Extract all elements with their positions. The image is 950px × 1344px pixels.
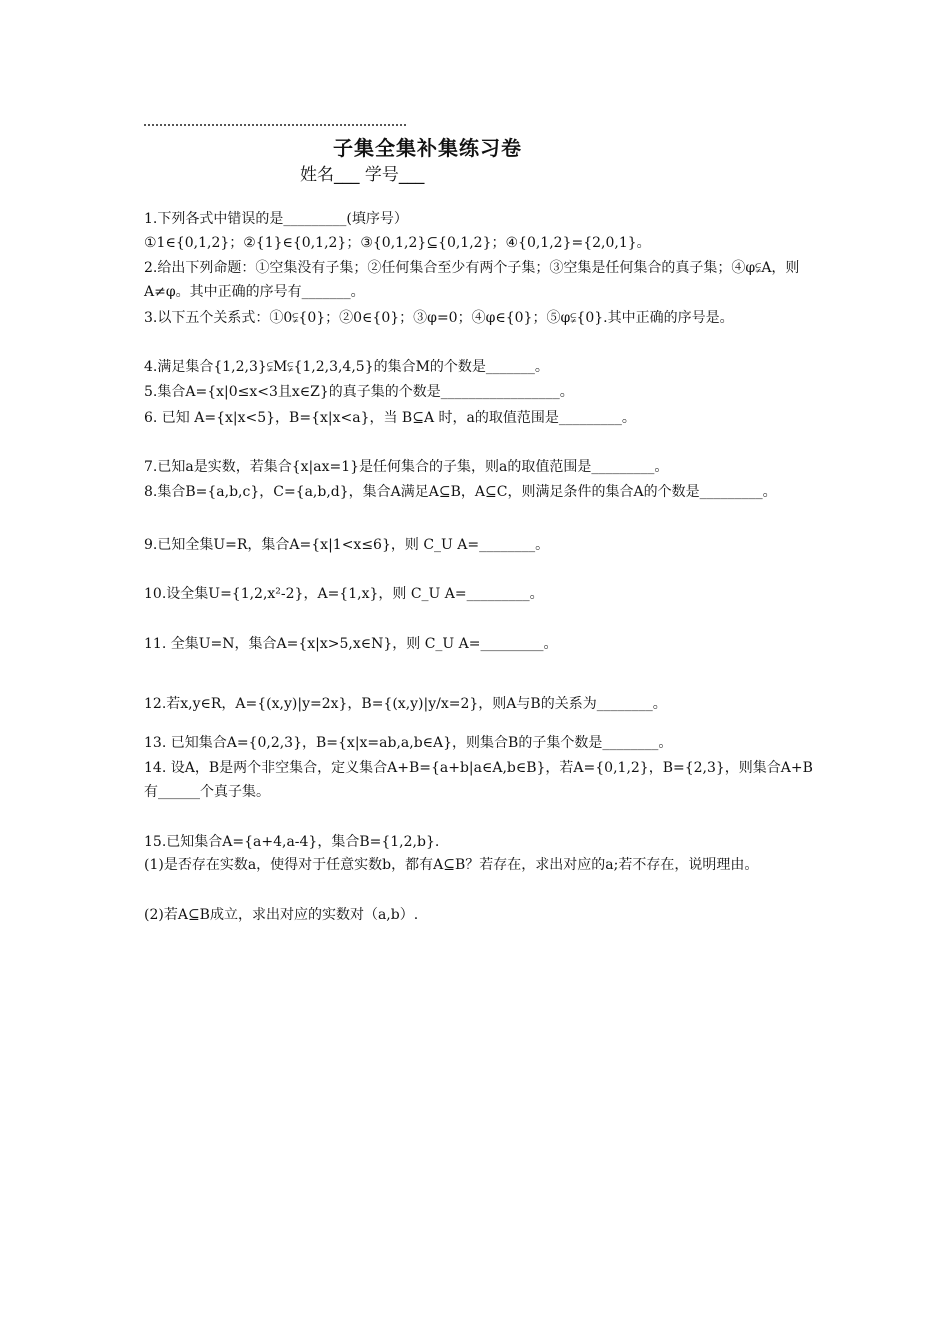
question-1-options: ①1∈{0,1,2}；②{1}∈{0,1,2}；③{0,1,2}⊆{0,1,2}；④{0,1,2}={2,0,1}。 <box>144 235 651 251</box>
name-id-line: 姓名___ 学号___ <box>300 165 425 185</box>
question-14: 14. 设A，B是两个非空集合，定义集合A+B={a+b|a∈A,b∈B}，若A={0,1,2}，B={2,3}，则集合A+B有______个真子集。 <box>144 760 813 800</box>
question-5: 5.集合A={x|0≤x<3且x∈Z}的真子集的个数是_________________。 <box>144 384 574 400</box>
question-12: 12.若x,y∈R，A={(x,y)|y=2x}，B={(x,y)|y/x=2}，则A与B的关系为________。 <box>144 696 667 712</box>
question-4: 4.满足集合{1,2,3}⫋M⫋{1,2,3,4,5}的集合M的个数是_______。 <box>144 359 549 375</box>
question-11: 11. 全集U=N，集合A={x|x>5,x∈N}，则 C_U A=_________。 <box>144 636 558 652</box>
question-7: 7.已知a是实数，若集合{x|ax=1}是任何集合的子集，则a的取值范围是_________。 <box>144 459 669 475</box>
question-15-part-1: (1)是否存在实数a，使得对于任意实数b，都有A⊆B？若存在，求出对应的a;若不存在，说明理由。 <box>144 857 759 873</box>
page-title: 子集全集补集练习卷 <box>333 136 522 160</box>
question-8: 8.集合B={a,b,c}，C={a,b,d}，集合A满足A⊆B，A⊆C，则满足条件的集合A的个数是_________。 <box>144 484 777 500</box>
question-1-stem: 1.下列各式中错误的是_________(填序号） <box>144 211 408 227</box>
question-2: 2.给出下列命题：①空集没有子集；②任何集合至少有两个子集；③空集是任何集合的真子集；④φ⫋A，则A≠φ。其中正确的序号有_______。 <box>144 260 800 300</box>
header-rule <box>144 124 406 126</box>
question-10: 10.设全集U={1,2,x²-2}，A={1,x}，则 C_U A=_________。 <box>144 586 544 602</box>
question-6: 6. 已知 A={x|x<5}，B={x|x<a}，当 B⊆A 时，a的取值范围是_________。 <box>144 410 636 426</box>
question-15-stem: 15.已知集合A={a+4,a-4}，集合B={1,2,b}. <box>144 834 440 850</box>
question-13: 13. 已知集合A={0,2,3}，B={x|x=ab,a,b∈A}，则集合B的子集个数是________。 <box>144 735 673 751</box>
question-3: 3.以下五个关系式：①0⫋{0}；②0∈{0}；③φ=0；④φ∈{0}；⑤φ⫋{0}.其中正确的序号是。 <box>144 310 734 326</box>
question-9: 9.已知全集U=R，集合A={x|1<x≤6}，则 C_U A=________。 <box>144 537 550 553</box>
question-15-part-2: (2)若A⊆B成立，求出对应的实数对（a,b）. <box>144 907 419 923</box>
